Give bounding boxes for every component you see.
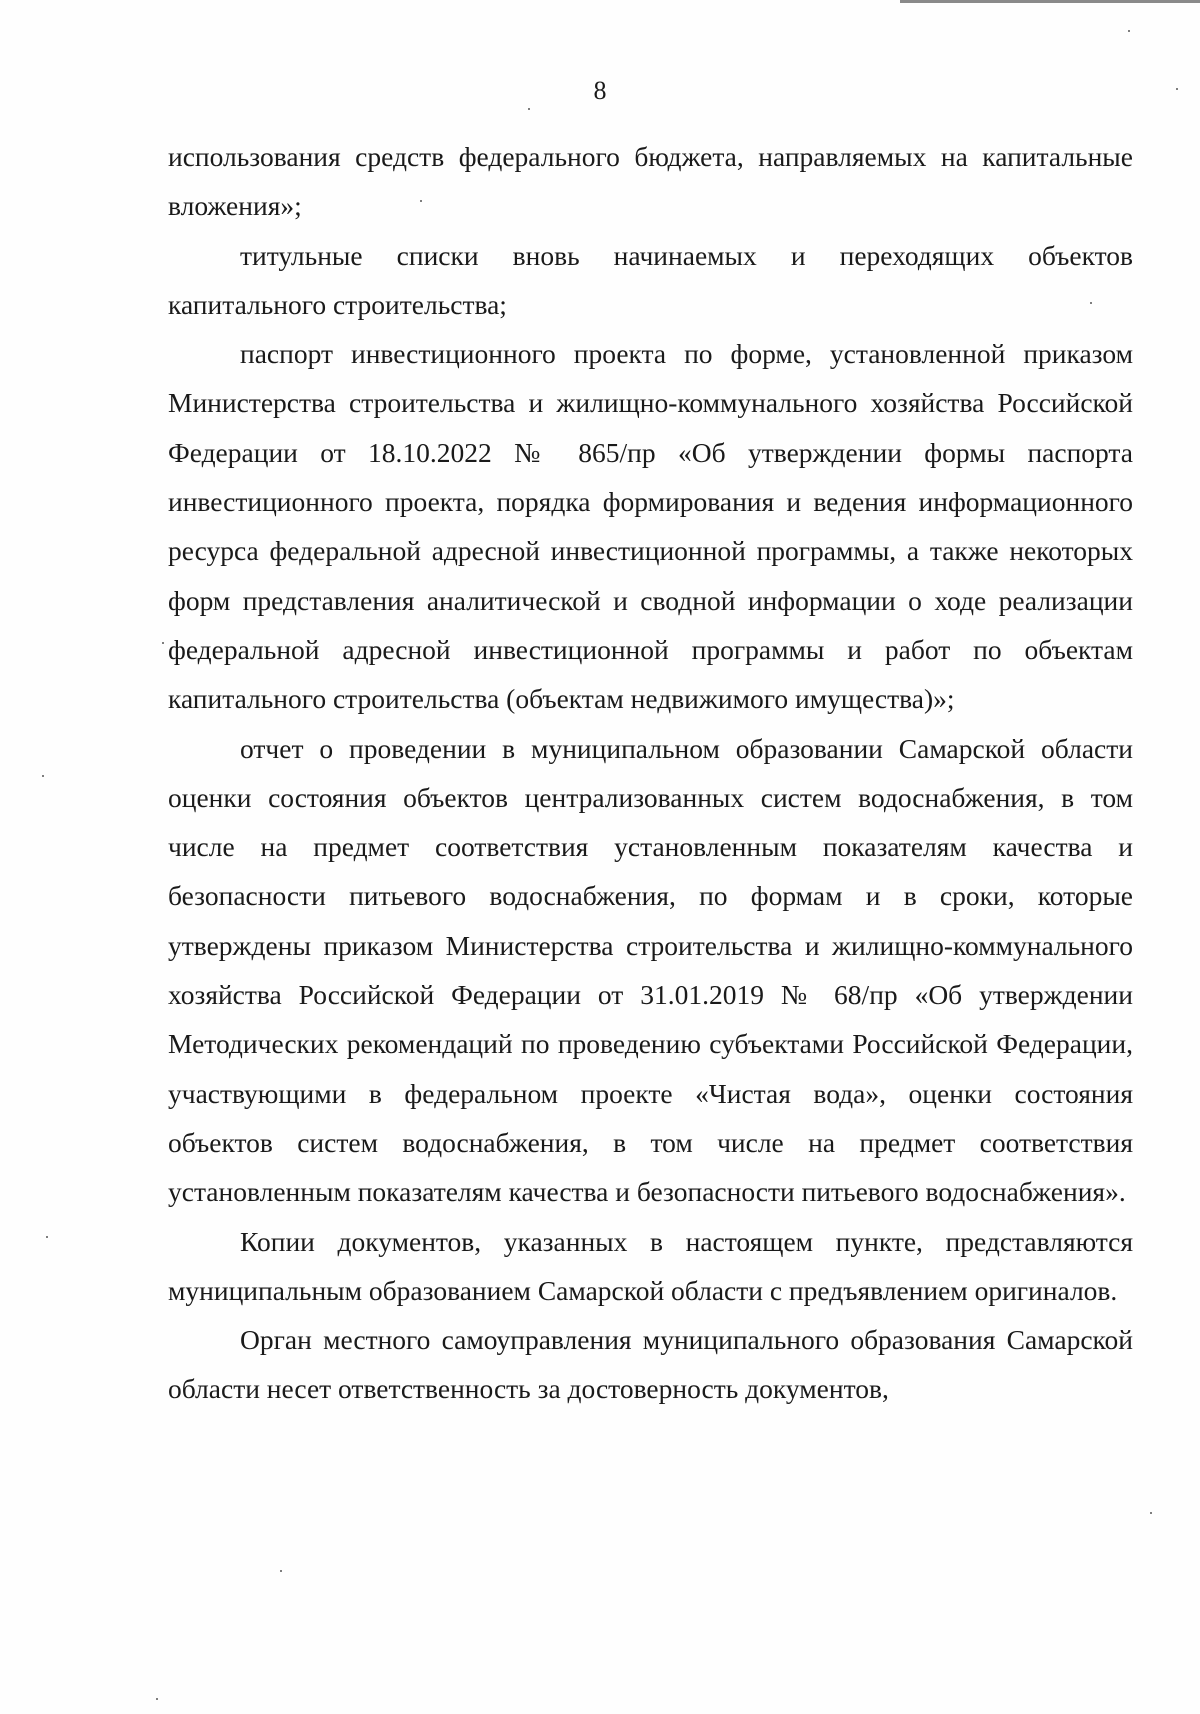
scan-speck [42, 775, 44, 777]
scan-speck [156, 1698, 158, 1700]
paragraph: использования средств федерального бюджета, направляемых на капитальные вложения»; [168, 141, 1133, 222]
scan-edge-line [900, 0, 1200, 3]
scan-speck [280, 1570, 282, 1572]
scan-speck [46, 1236, 48, 1238]
scan-speck [1176, 88, 1178, 90]
paragraph: отчет о проведении в муниципальном образовании Самарской области оценки состояния объектов централизованных систем водоснабжения, в том числе на предмет соответствия установленным показателям качества и безопасности питьевого водоснабжения, по формам и в сроки, которые утверждены приказом Министерства строительства и жилищно-коммунального хозяйства Российской Федерации от 31.01.2019 № 68/пр «Об утверждении Методических рекомендаций по проведению субъектами Российской Федерации, участвующими в федеральном проекте «Чистая вода», оценки состояния объектов систем водоснабжения, в том числе на предмет соответствия установленным показателям качества и безопасности питьевого водоснабжения». [168, 732, 1133, 1208]
scan-speck [528, 108, 530, 110]
scan-speck [162, 642, 164, 644]
scan-speck [1150, 1512, 1152, 1514]
scan-speck [1090, 302, 1092, 304]
paragraph: титульные списки вновь начинаемых и переходящих объектов капитального строительства; [168, 239, 1133, 320]
document-body [168, 132, 1133, 1414]
page-number: 8 [593, 76, 607, 105]
paragraph: Орган местного самоуправления муниципального образования Самарской области несет ответственность за достоверность документов, [168, 1324, 1133, 1405]
paragraph: паспорт инвестиционного проекта по форме, установленной приказом Министерства строительства и жилищно-коммунального хозяйства Российской Федерации от 18.10.2022 № 865/пр «Об утверждении формы паспорта инвестиционного проекта, порядка формирования и ведения информационного ресурса федеральной адресной инвестиционной программы, а также некоторых форм представления аналитической и сводной информации о ходе реализации федеральной адресной инвестиционной программы и работ по объектам капитального строительства (объектам недвижимого имущества)»; [168, 338, 1133, 715]
scan-speck [420, 200, 422, 202]
scan-speck [1128, 30, 1130, 32]
paragraph: Копии документов, указанных в настоящем пункте, представляются муниципальным образованием Самарской области с предъявлением оригиналов. [168, 1225, 1133, 1306]
